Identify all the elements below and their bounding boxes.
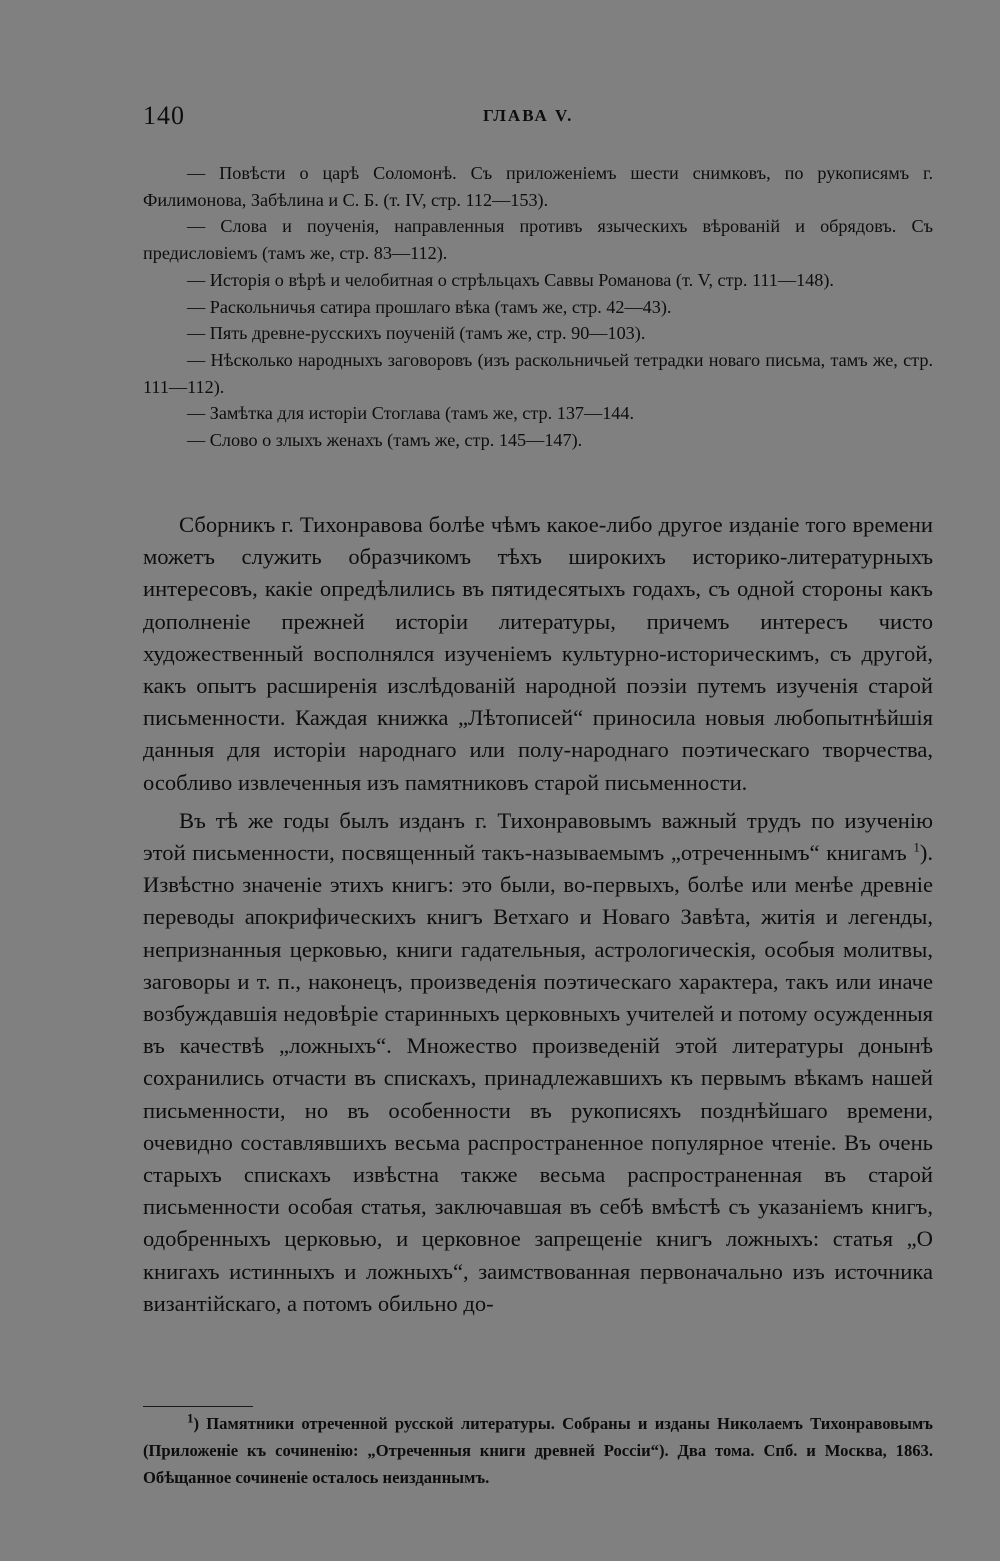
- footnote-body: Памятники отреченной русской литературы. Собраны и изданы Николаемъ Тихонравовымъ (Приложеніе къ сочиненію: „Отреченныя книги древней Россіи“). Два тома. Спб. и Москва, 1863. Обѣщанное сочиненіе осталось неизданнымъ.: [143, 1414, 933, 1487]
- paragraph-text: Въ тѣ же годы былъ изданъ г. Тихонравовымъ важный трудъ по изученію этой письменности, посвященный такъ-называемымъ „отреченнымъ“ книгамъ: [143, 807, 933, 866]
- footnote-marker: 1: [187, 1410, 194, 1426]
- footnote-reference-paren: ): [919, 840, 928, 866]
- footnote-text: [143, 1410, 933, 1491]
- page-number: 140: [143, 101, 185, 130]
- bibliography-item: — Исторія о вѣрѣ и челобитная о стрѣльцахъ Саввы Романова (т. V, стр. 111—148).: [187, 269, 834, 290]
- page-header: [143, 98, 933, 134]
- footnote-marker-paren: ): [193, 1414, 207, 1433]
- body-paragraph: Сборникъ г. Тихонравова болѣе чѣмъ какое-либо другое изданіе того времени можетъ служить образчикомъ тѣхъ широкихъ историко-литературныхъ интересовъ, какіе опредѣлились въ пятидесятыхъ годахъ, съ одной стороны какъ дополненіе прежней исторіи литературы, причемъ интересъ чисто художественный восполнялся изученіемъ культурно-историческимъ, съ другой, какъ опытъ расширенія изслѣдованій народной поэзіи путемъ изученія старой письменности. Каждая книжка „Лѣтописей“ приносила новыя любопытнѣйшія данныя для исторіи народнаго или полу-народнаго поэтическаго творчества, особливо извлеченныя изъ памятниковъ старой письменности.: [143, 512, 933, 795]
- bibliography-item: — Слово о злыхъ женахъ (тамъ же, стр. 145—147).: [187, 430, 583, 451]
- paragraph-text: . Извѣстно значеніе этихъ книгъ: это были, во-первыхъ, болѣе или менѣе древніе переводы апокрифическихъ книгъ Ветхаго и Новаго Завѣта, житія и легенды, непризнанныя церковью, книги гадательныя, астрологическія, особыя молитвы, заговоры и т. п., наконецъ, произведенія поэтическаго характера, такъ или иначе возбуждавшія недовѣріе старинныхъ церковныхъ учителей и потому осужденныя въ качествѣ „ложныхъ“. Множество произведеній этой литературы донынѣ сохранились отчасти въ спискахъ, принадлежавшихъ къ первымъ вѣкамъ нашей письменности, но въ особенности въ рукописяхъ позднѣйшаго времени, очевидно составлявшихъ весьма распространенное популярное чтеніе. Въ очень старыхъ спискахъ извѣстна также весьма распространенная въ старой письменности особая статья, заключавшая въ себѣ вмѣстѣ съ указаніемъ книгъ, одобренныхъ церковью, и церковное запрещеніе книгъ ложныхъ: статья „О книгахъ истинныхъ и ложныхъ“, заимствованная первоначально изъ источника византійскаго, а потомъ обильно до-: [143, 840, 933, 1316]
- bibliography-item: — Нѣсколько народныхъ заговоровъ (изъ раскольничьей тетрадки новаго письма, тамъ же, стр. 111—112).: [143, 349, 933, 397]
- bibliography-list: [143, 160, 933, 454]
- bibliography-item: — Повѣсти о царѣ Соломонѣ. Съ приложеніемъ шести снимковъ, по рукописямъ г. Филимонова, Забѣлина и С. Б. (т. IV, стр. 112—153).: [143, 163, 933, 210]
- chapter-heading: ГЛАВА V.: [483, 106, 574, 125]
- bibliography-item: — Раскольничья сатира прошлаго вѣка (тамъ же, стр. 42—43).: [187, 296, 672, 317]
- footnote-divider: [143, 1406, 253, 1407]
- main-text: [143, 509, 933, 1326]
- body-paragraph: [143, 805, 933, 1320]
- bibliography-item: — Пять древне-русскихъ поученій (тамъ же, стр. 90—103).: [187, 323, 646, 344]
- footnote-reference: 1: [913, 839, 920, 855]
- footnote: [143, 1410, 933, 1491]
- bibliography-item: — Слова и поученія, направленныя противъ языческихъ вѣрованій и обрядовъ. Съ предисловіемъ (тамъ же, стр. 83—112).: [143, 216, 933, 264]
- bibliography-item: — Замѣтка для исторіи Стоглава (тамъ же, стр. 137—144.: [187, 403, 635, 424]
